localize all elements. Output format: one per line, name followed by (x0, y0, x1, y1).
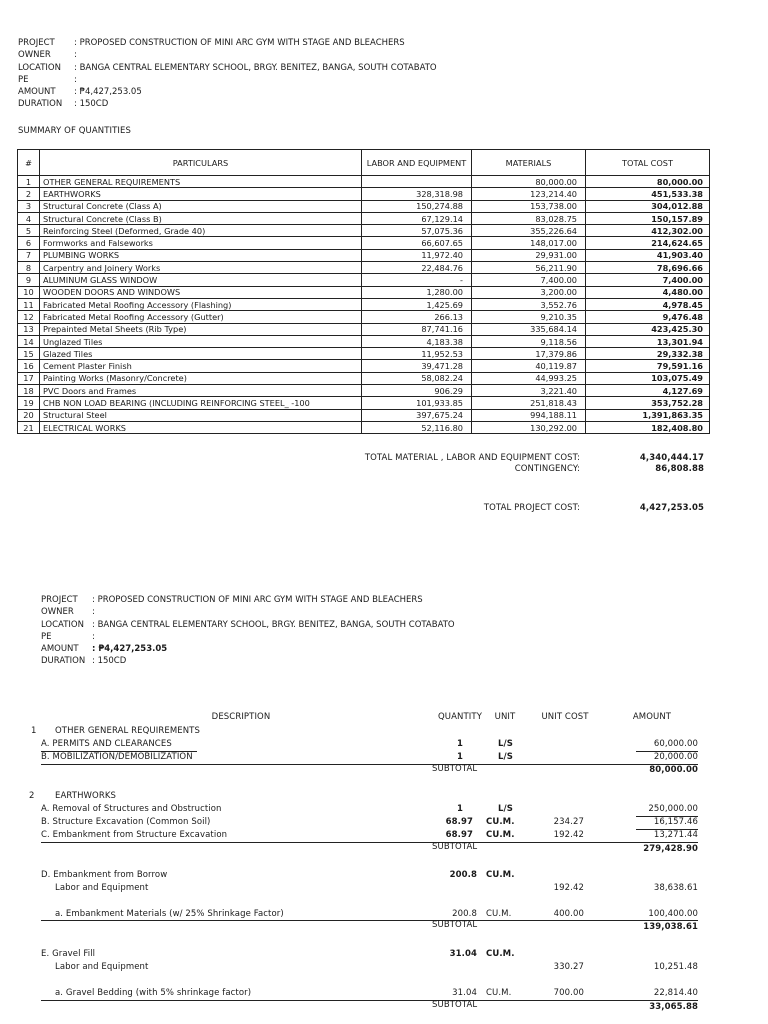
table-row (18, 286, 710, 298)
cell-materials: 130,292.00 (472, 421, 586, 433)
cell-particulars: Unglazed Tiles (40, 335, 362, 347)
pe-value: : (74, 74, 77, 85)
cell-labor: 150,274.88 (362, 200, 472, 212)
cell-materials: 9,210.35 (472, 311, 586, 323)
subtotal-rule (41, 842, 698, 843)
cell-no: 2 (18, 188, 40, 200)
detail-amount-header: AMOUNT (632, 712, 672, 722)
cell-total: 451,533.38 (586, 188, 710, 200)
table-row (18, 323, 710, 335)
s1-subtotal-label: SUBTOTAL (432, 764, 478, 774)
owner-value: : (74, 50, 77, 61)
cell-total: 4,978.45 (586, 298, 710, 310)
cell-materials: 3,552.76 (472, 298, 586, 310)
cell-materials: 7,400.00 (472, 274, 586, 286)
duration-value: : 150CD (92, 656, 127, 667)
table-row (18, 409, 710, 421)
e-mat-amount: 22,814.40 (653, 988, 698, 998)
col-materials-header: MATERIALS (472, 150, 586, 176)
detail-quantity-header: QUANTITY (438, 712, 482, 722)
col-labor-header: LABOR AND EQUIPMENT (362, 150, 472, 176)
location-label: LOCATION (41, 619, 84, 630)
summary-header-row (18, 150, 710, 176)
cell-labor: 52,116.80 (362, 421, 472, 433)
table-row (18, 360, 710, 372)
location-row (18, 62, 718, 74)
s1-a-desc: A. PERMITS AND CLEARANCES (41, 739, 172, 749)
summary-body (18, 176, 710, 434)
cell-labor: 22,484.76 (362, 262, 472, 274)
cell-particulars: Carpentry and Joinery Works (40, 262, 362, 274)
location-label: LOCATION (18, 62, 61, 73)
e-qty: 31.04 (449, 949, 477, 959)
pe-label: PE (18, 74, 29, 85)
cell-materials: 40,119.87 (472, 360, 586, 372)
cell-total: 412,302.00 (586, 225, 710, 237)
subtotal-rule (41, 764, 698, 765)
total-project-cost-value: 4,427,253.05 (639, 503, 704, 513)
cell-labor: 58,082.24 (362, 372, 472, 384)
project-value: : PROPOSED CONSTRUCTION OF MINI ARC GYM WITH STAGE AND BLEACHERS (92, 595, 423, 605)
owner-value: : (92, 607, 95, 618)
summary-title: SUMMARY OF QUANTITIES (18, 126, 131, 136)
cell-labor: 67,129.14 (362, 212, 472, 224)
pe-label: PE (41, 631, 52, 642)
cell-no: 18 (18, 385, 40, 397)
cell-total: 214,624.65 (586, 237, 710, 249)
cell-total: 182,408.80 (586, 421, 710, 433)
cell-particulars: Structural Concrete (Class A) (40, 200, 362, 212)
duration-label: DURATION (41, 656, 86, 667)
cell-particulars: Painting Works (Masonry/Concrete) (40, 372, 362, 384)
cell-no: 11 (18, 298, 40, 310)
cell-materials: 44,993.25 (472, 372, 586, 384)
cell-labor: 66,607.65 (362, 237, 472, 249)
d-qty: 200.8 (449, 870, 477, 880)
cell-labor: 39,471.28 (362, 360, 472, 372)
s1-a-unit: L/S (498, 739, 513, 749)
section-1-title: OTHER GENERAL REQUIREMENTS (55, 726, 200, 736)
detail-unitcost-header: UNIT COST (541, 712, 589, 722)
amount-label: AMOUNT (18, 87, 56, 98)
cell-particulars: Fabricated Metal Roofing Accessory (Gutter) (40, 311, 362, 323)
s1-b-amount: 20,000.00 (653, 752, 698, 762)
cell-particulars: Prepainted Metal Sheets (Rib Type) (40, 323, 362, 335)
cell-particulars: WOODEN DOORS AND WINDOWS (40, 286, 362, 298)
cell-no: 12 (18, 311, 40, 323)
s2-b-qty: 68.97 (445, 817, 473, 827)
table-row (18, 249, 710, 261)
s2-b-desc: B. Structure Excavation (Common Soil) (41, 817, 211, 827)
e-subtotal: 33,065.88 (649, 1002, 698, 1012)
amount-row (41, 643, 741, 655)
cell-total: 1,391,863.35 (586, 409, 710, 421)
cell-total: 4,127.69 (586, 385, 710, 397)
e-mat-qty: 31.04 (452, 988, 477, 998)
owner-row (18, 49, 718, 61)
s2-c-desc: C. Embankment from Structure Excavation (41, 830, 228, 840)
contingency-label: CONTINGENCY: (514, 464, 580, 474)
d-labor-unitcost: 192.42 (553, 883, 584, 893)
cell-total: 80,000.00 (586, 176, 710, 188)
cell-labor: 906.29 (362, 385, 472, 397)
s2-a-qty: 1 (456, 804, 463, 814)
cell-total: 7,400.00 (586, 274, 710, 286)
cell-no: 7 (18, 249, 40, 261)
cell-total: 79,591.16 (586, 360, 710, 372)
section-1-number: 1 (31, 726, 37, 736)
subtotal-rule (41, 1000, 698, 1001)
cell-no: 3 (18, 200, 40, 212)
pe-row (18, 74, 718, 86)
total-project-cost-label: TOTAL PROJECT COST: (483, 503, 580, 513)
detail-description-header: DESCRIPTION (211, 712, 271, 722)
cell-materials: 80,000.00 (472, 176, 586, 188)
cell-no: 19 (18, 397, 40, 409)
table-row (18, 237, 710, 249)
cell-particulars: ELECTRICAL WORKS (40, 421, 362, 433)
cell-labor: 101,933.85 (362, 397, 472, 409)
col-total-header: TOTAL COST (586, 150, 710, 176)
table-row (18, 188, 710, 200)
s2-a-desc: A. Removal of Structures and Obstruction (41, 804, 222, 814)
project-row (41, 594, 741, 606)
cell-no: 10 (18, 286, 40, 298)
cell-no: 8 (18, 262, 40, 274)
table-row (18, 421, 710, 433)
owner-row (41, 606, 741, 618)
amount-label: AMOUNT (41, 644, 79, 655)
total-mle-label: TOTAL MATERIAL , LABOR AND EQUIPMENT COST: (364, 453, 580, 463)
s1-a-qty: 1 (456, 739, 463, 749)
e-mat-unit: CU.M. (486, 988, 512, 998)
d-subtotal-label: SUBTOTAL (432, 920, 478, 930)
cell-particulars: Structural Concrete (Class B) (40, 212, 362, 224)
cell-materials: 83,028.75 (472, 212, 586, 224)
cell-labor: 4,183.38 (362, 335, 472, 347)
table-row (18, 176, 710, 188)
table-row (18, 274, 710, 286)
duration-row (18, 98, 718, 110)
project-header-2 (41, 594, 741, 668)
location-value: : BANGA CENTRAL ELEMENTARY SCHOOL, BRGY. BENITEZ, BANGA, SOUTH COTABATO (74, 62, 437, 73)
s1-subtotal: 80,000.00 (649, 765, 698, 775)
duration-value: : 150CD (74, 99, 109, 110)
d-unit: CU.M. (486, 870, 515, 880)
e-labor-amount: 10,251.48 (653, 962, 698, 972)
project-header-1 (18, 37, 718, 111)
contingency-value: 86,808.88 (655, 464, 704, 474)
cell-particulars: Formworks and Falseworks (40, 237, 362, 249)
table-row (18, 200, 710, 212)
project-value: : PROPOSED CONSTRUCTION OF MINI ARC GYM WITH STAGE AND BLEACHERS (74, 38, 405, 48)
table-row (18, 298, 710, 310)
e-mat-unitcost: 700.00 (553, 988, 584, 998)
cell-no: 9 (18, 274, 40, 286)
cell-no: 21 (18, 421, 40, 433)
cell-materials: 355,226.64 (472, 225, 586, 237)
cell-total: 353,752.28 (586, 397, 710, 409)
cell-labor: 57,075.36 (362, 225, 472, 237)
table-row (18, 311, 710, 323)
s2-a-unit: L/S (498, 804, 513, 814)
table-row (18, 372, 710, 384)
cell-total: 78,696.66 (586, 262, 710, 274)
section-2-title: EARTHWORKS (55, 791, 117, 801)
cell-particulars: EARTHWORKS (40, 188, 362, 200)
subtotal-rule (41, 920, 698, 921)
cell-particulars: PLUMBING WORKS (40, 249, 362, 261)
cell-no: 16 (18, 360, 40, 372)
pe-value: : (92, 631, 95, 642)
table-row (18, 397, 710, 409)
cell-labor: 266.13 (362, 311, 472, 323)
e-labor-unitcost: 330.27 (553, 962, 584, 972)
cell-total: 103,075.49 (586, 372, 710, 384)
project-label: PROJECT (18, 38, 55, 48)
project-label: PROJECT (41, 595, 78, 605)
cell-no: 6 (18, 237, 40, 249)
table-row (18, 225, 710, 237)
cell-particulars: Cement Plaster Finish (40, 360, 362, 372)
cell-materials: 251,818.43 (472, 397, 586, 409)
owner-label: OWNER (18, 50, 51, 61)
s1-b-desc: B. MOBILIZATION/DEMOBILIZATION (41, 752, 193, 762)
d-labor-amount: 38,638.61 (653, 883, 698, 893)
d-mat-unitcost: 400.00 (553, 909, 584, 919)
col-particulars-header: PARTICULARS (40, 150, 362, 176)
d-subtotal: 139,038.61 (643, 922, 698, 932)
cell-labor: 87,741.16 (362, 323, 472, 335)
cell-total: 9,476.48 (586, 311, 710, 323)
cell-particulars: Glazed Tiles (40, 348, 362, 360)
cell-labor (362, 176, 472, 188)
s2-c-unitcost: 192.42 (553, 830, 584, 840)
duration-label: DURATION (18, 99, 63, 110)
cell-particulars: CHB NON LOAD BEARING (INCLUDING REINFORCING STEEL_ -100 (40, 397, 362, 409)
cell-materials: 123,214.40 (472, 188, 586, 200)
cell-no: 1 (18, 176, 40, 188)
cell-materials: 29,931.00 (472, 249, 586, 261)
s1-b-qty: 1 (456, 752, 463, 762)
cell-materials: 3,221.40 (472, 385, 586, 397)
cell-materials: 335,684.14 (472, 323, 586, 335)
cell-total: 41,903.40 (586, 249, 710, 261)
cell-total: 150,157.89 (586, 212, 710, 224)
section-2-number: 2 (29, 791, 35, 801)
cell-labor: 1,425.69 (362, 298, 472, 310)
s2-b-unit: CU.M. (486, 817, 515, 827)
amount-value: : ₱4,427,253.05 (74, 87, 142, 98)
table-row (18, 385, 710, 397)
table-row (18, 335, 710, 347)
table-row (18, 348, 710, 360)
cell-no: 17 (18, 372, 40, 384)
cell-no: 5 (18, 225, 40, 237)
cell-no: 13 (18, 323, 40, 335)
pe-row (41, 631, 741, 643)
cell-labor: 1,280.00 (362, 286, 472, 298)
location-value: : BANGA CENTRAL ELEMENTARY SCHOOL, BRGY. BENITEZ, BANGA, SOUTH COTABATO (92, 619, 455, 630)
cell-total: 423,425.30 (586, 323, 710, 335)
d-mat-qty: 200.8 (452, 909, 477, 919)
col-no-header: # (18, 150, 40, 176)
cell-no: 20 (18, 409, 40, 421)
cell-total: 4,480.00 (586, 286, 710, 298)
location-row (41, 619, 741, 631)
d-desc: D. Embankment from Borrow (41, 870, 168, 880)
cell-particulars: Reinforcing Steel (Deformed, Grade 40) (40, 225, 362, 237)
cell-labor: 397,675.24 (362, 409, 472, 421)
cell-particulars: OTHER GENERAL REQUIREMENTS (40, 176, 362, 188)
s2-b-unitcost: 234.27 (553, 817, 584, 827)
d-mat-amount: 100,400.00 (648, 909, 698, 919)
s1-b-unit: L/S (498, 752, 513, 762)
s2-b-amount: 16,157.46 (653, 817, 698, 827)
e-desc: E. Gravel Fill (41, 949, 96, 959)
cell-materials: 153,738.00 (472, 200, 586, 212)
cell-particulars: Fabricated Metal Roofing Accessory (Flashing) (40, 298, 362, 310)
s1-a-amount: 60,000.00 (653, 739, 698, 749)
cell-particulars: Structural Steel (40, 409, 362, 421)
e-subtotal-label: SUBTOTAL (432, 1000, 478, 1010)
detail-unit-header: UNIT (494, 712, 516, 722)
cell-materials: 3,200.00 (472, 286, 586, 298)
d-mat-unit: CU.M. (486, 909, 512, 919)
cell-no: 15 (18, 348, 40, 360)
s2-subtotal-label: SUBTOTAL (432, 842, 478, 852)
e-unit: CU.M. (486, 949, 515, 959)
s2-c-qty: 68.97 (445, 830, 473, 840)
s2-a-amount: 250,000.00 (648, 804, 698, 814)
amount-value: : ₱4,427,253.05 (92, 644, 168, 655)
e-labor-label: Labor and Equipment (55, 962, 149, 972)
s2-c-amount: 13,271.44 (653, 830, 698, 840)
cell-materials: 148,017.00 (472, 237, 586, 249)
cell-total: 304,012.88 (586, 200, 710, 212)
cell-total: 13,301.94 (586, 335, 710, 347)
d-mat-desc: a. Embankment Materials (w/ 25% Shrinkage Factor) (55, 909, 284, 919)
s2-c-unit: CU.M. (486, 830, 515, 840)
cell-materials: 56,211.90 (472, 262, 586, 274)
owner-label: OWNER (41, 607, 74, 618)
cell-total: 29,332.38 (586, 348, 710, 360)
cell-particulars: PVC Doors and Frames (40, 385, 362, 397)
table-row (18, 262, 710, 274)
total-mle-value: 4,340,444.17 (639, 453, 704, 463)
project-row (18, 37, 718, 49)
duration-row (41, 655, 741, 667)
cell-particulars: ALUMINUM GLASS WINDOW (40, 274, 362, 286)
cell-labor: 328,318.98 (362, 188, 472, 200)
cell-labor: 11,972.40 (362, 249, 472, 261)
table-row (18, 212, 710, 224)
cell-materials: 9,118.56 (472, 335, 586, 347)
d-labor-label: Labor and Equipment (55, 883, 149, 893)
e-mat-desc: a. Gravel Bedding (with 5% shrinkage factor) (55, 988, 252, 998)
s2-subtotal: 279,428.90 (643, 844, 698, 854)
cell-no: 14 (18, 335, 40, 347)
cell-labor: - (362, 274, 472, 286)
summary-table (17, 149, 710, 434)
cell-materials: 17,379.86 (472, 348, 586, 360)
cell-labor: 11,952.53 (362, 348, 472, 360)
cell-materials: 994,188.11 (472, 409, 586, 421)
cell-no: 4 (18, 212, 40, 224)
amount-row (18, 86, 718, 98)
